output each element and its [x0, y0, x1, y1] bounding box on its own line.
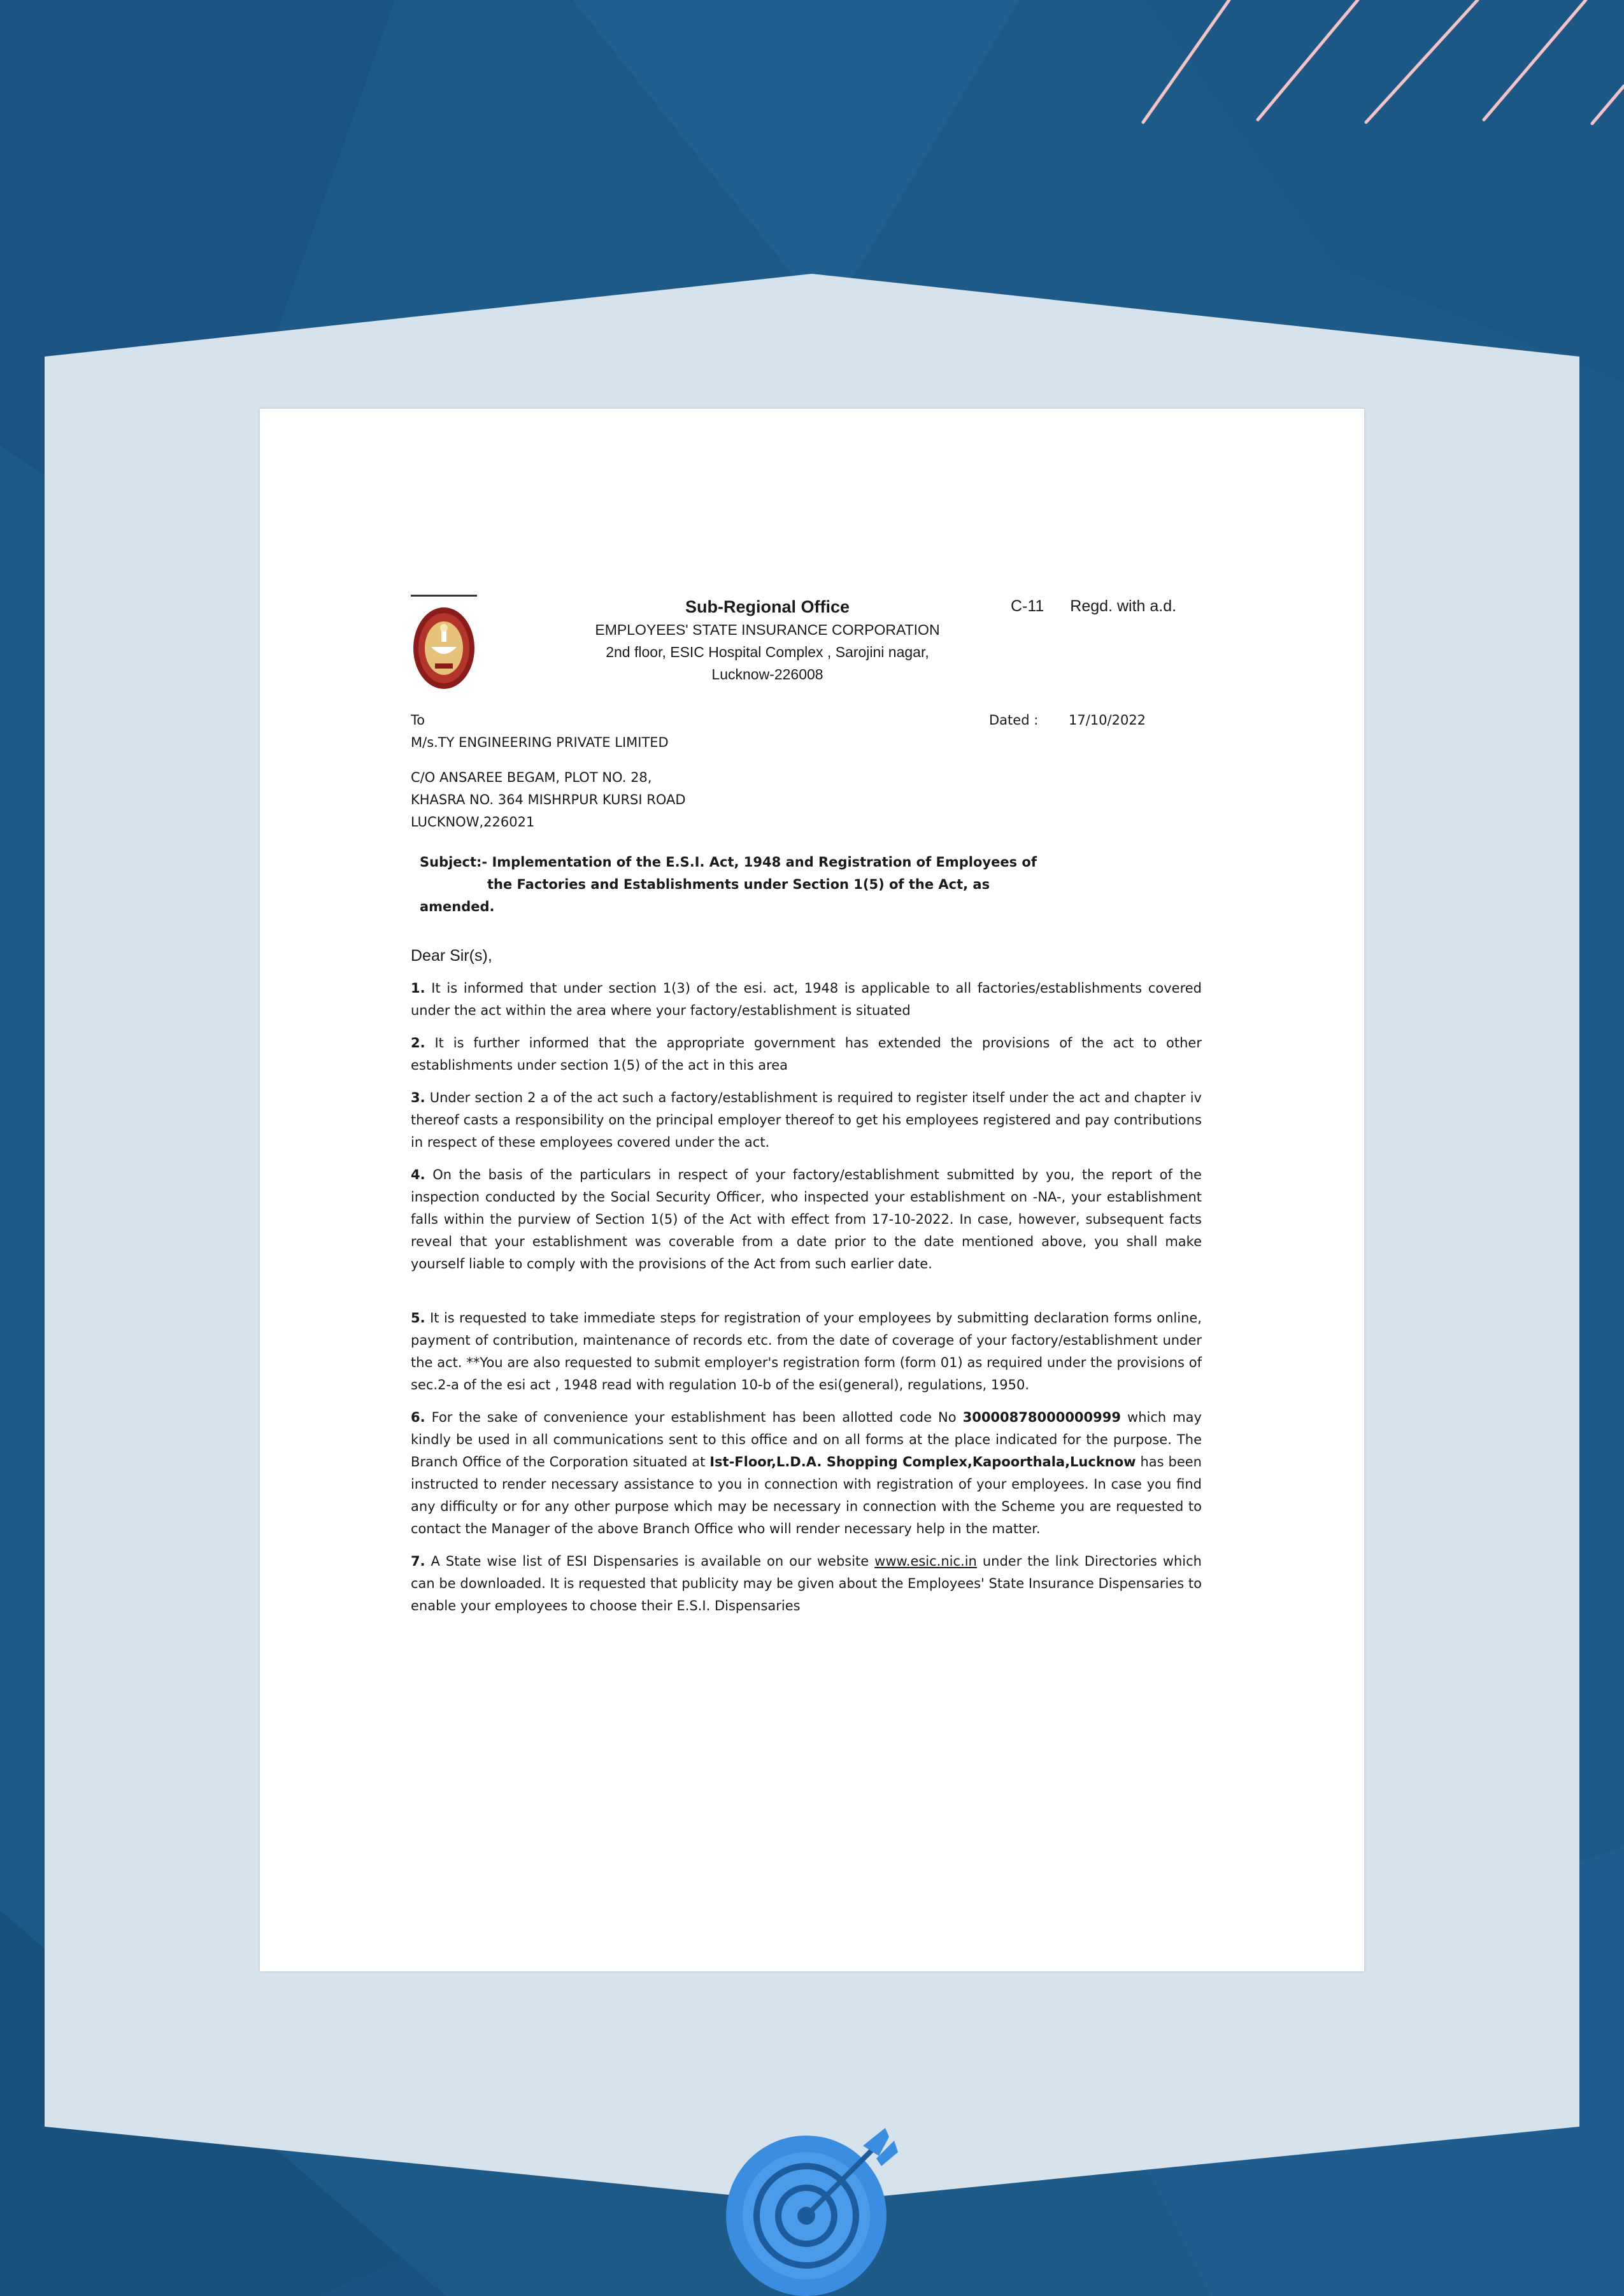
logo-rule: [411, 595, 477, 597]
paragraph-number: 3.: [411, 1090, 425, 1105]
paragraph-number: 1.: [411, 981, 425, 996]
esic-emblem-icon: [412, 602, 476, 690]
dispatch-mode: Regd. with a.d.: [1070, 597, 1177, 615]
office-address-line1: 2nd floor, ESIC Hospital Complex , Sarojini nagar,: [606, 644, 929, 660]
letterhead: [411, 595, 1202, 709]
recipient-address-line3: LUCKNOW,226021: [411, 814, 535, 830]
recipient-address-line1: C/O ANSAREE BEGAM, PLOT NO. 28,: [411, 770, 652, 785]
paragraph-1: [411, 977, 1202, 1022]
paragraph-text: under the link Directories which can be downloaded. It is requested that publicity may be given about the Employees' State Insurance Dispensaries to enable your employees to choose their E.S.I. Dispensaries: [411, 1554, 1202, 1613]
paragraph-text: It is informed that under section 1(3) of the esi. act, 1948 is applicable to all factories/establishments covered under the act within the area where your factory/establishment is situated: [411, 981, 1202, 1018]
paragraph-6: [411, 1407, 1202, 1540]
paragraph-text: For the sake of convenience your establishment has been allotted code No: [431, 1410, 957, 1425]
letter-page: [260, 409, 1364, 1971]
paragraph-number: 7.: [411, 1554, 425, 1569]
paragraph-text: A State wise list of ESI Dispensaries is available on our website: [431, 1554, 869, 1569]
recipient-name: M/s.TY ENGINEERING PRIVATE LIMITED: [411, 735, 669, 750]
org-name: EMPLOYEES' STATE INSURANCE CORPORATION: [595, 621, 940, 638]
paragraph-text: Under section 2 a of the act such a factory/establishment is required to register itself under the act and chapter iv thereof casts a responsibility on the principal employer thereof to get his employees registered and pay contributions in respect of these employees covered under the act.: [411, 1090, 1202, 1150]
dated-value: 17/10/2022: [1069, 712, 1146, 728]
target-arrow-icon: [726, 2127, 898, 2296]
letterhead-right: [1011, 597, 1176, 616]
paragraph-4: [411, 1164, 1202, 1275]
subject: [411, 851, 1076, 918]
branch-office-address: Ist-Floor,L.D.A. Shopping Complex,Kapoorthala,Lucknow: [709, 1454, 1136, 1470]
recipient-block: [411, 709, 1202, 833]
paragraph-text: which may kindly be used in all communications sent to this office and on all forms at the place indicated for the purpose. The Branch Office of the Corporation situated at: [411, 1410, 1202, 1470]
office-title: Sub-Regional Office: [685, 597, 850, 616]
office-address-line2: Lucknow-226008: [711, 666, 823, 683]
subject-line2: the Factories and Establishments under Section 1(5) of the Act, as: [487, 877, 990, 892]
recipient-address-line2: KHASRA NO. 364 MISHRPUR KURSI ROAD: [411, 792, 686, 807]
letter-content: [411, 595, 1202, 1617]
paragraph-number: 4.: [411, 1167, 425, 1182]
paragraph-7: [411, 1550, 1202, 1617]
paragraph-number: 2.: [411, 1035, 425, 1051]
paragraph-text: On the basis of the particulars in respect of your factory/establishment submitted by you, the report of the inspection conducted by the Social Security Officer, who inspected your establishment on -NA-, your establishment falls within the purview of Section 1(5) of the Act with effect from 17-10-2022. In case, however, subsequent facts reveal that your establishment was coverable from a date prior to the date mentioned above, you shall make yourself liable to comply with the provisions of the Act from such earlier date.: [411, 1167, 1202, 1272]
date-block: [989, 709, 1146, 732]
letterhead-center: [538, 595, 997, 686]
subject-line3: amended.: [420, 899, 495, 914]
paragraph-2: [411, 1032, 1202, 1077]
website-link[interactable]: www.esic.nic.in: [874, 1554, 977, 1569]
employer-code: 30000878000000999: [962, 1410, 1121, 1425]
paragraph-text: has been instructed to render necessary assistance to you in connection with registration of your employees. In case you find any difficulty or for any other purpose which may be necessary in connection with the Scheme you are requested to contact the Manager of the above Branch Office who will render necessary help in the matter.: [411, 1454, 1202, 1536]
paragraph-number: 5.: [411, 1310, 425, 1326]
paragraph-text: It is further informed that the appropriate government has extended the provisions of the act to other establishments under section 1(5) of the act in this area: [411, 1035, 1202, 1073]
form-code: C-11: [1011, 597, 1044, 615]
paragraph-3: [411, 1087, 1202, 1154]
paragraph-5: [411, 1307, 1202, 1396]
paragraph-number: 6.: [411, 1410, 425, 1425]
paragraph-text: It is requested to take immediate steps for registration of your employees by submitting declaration forms online, payment of contribution, maintenance of records etc. from the date of coverage of your factory/establishment under the act. **You are also requested to submit employer's registration form (form 01) as required under the provisions of sec.2-a of the esi act , 1948 read with regulation 10-b of the esi(general), regulations, 1950.: [411, 1310, 1202, 1392]
dated-label: Dated :: [989, 712, 1039, 728]
subject-line1: Subject:- Implementation of the E.S.I. Act, 1948 and Registration of Employees of: [420, 854, 1037, 870]
salutation: Dear Sir(s),: [411, 947, 492, 965]
to-label: To: [411, 712, 425, 728]
